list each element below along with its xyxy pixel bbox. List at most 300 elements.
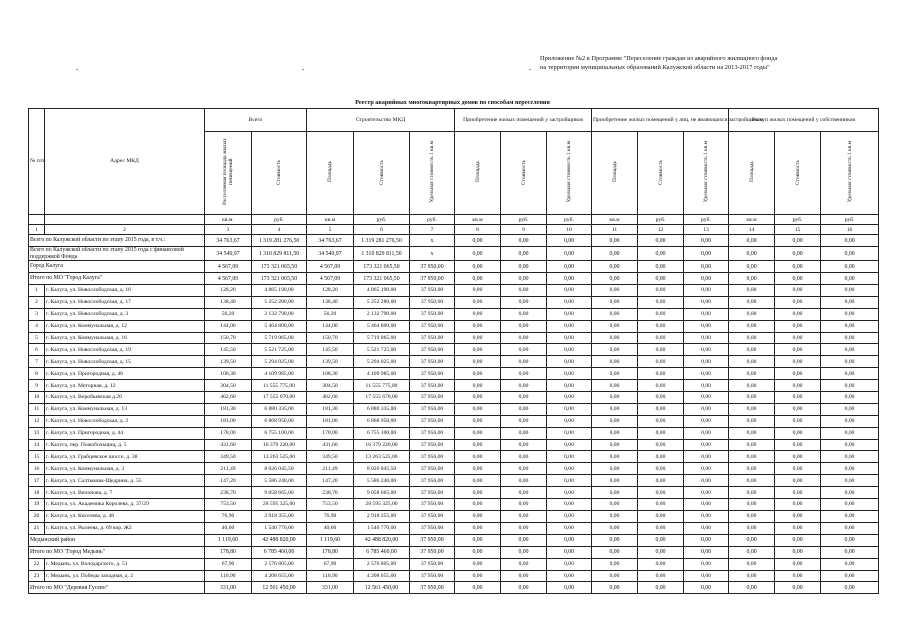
sub-header-label: Стоимость xyxy=(794,159,801,185)
row-unit-cost: 37 950,00 xyxy=(410,356,455,368)
row-zero: 0,00 xyxy=(821,570,879,582)
total-cell: 0,00 xyxy=(455,273,501,285)
header-row-groups xyxy=(29,109,879,132)
sub-header xyxy=(205,132,252,215)
row-zero: 0,00 xyxy=(592,427,638,439)
row-zero: 0,00 xyxy=(638,380,684,392)
row-address: г. Калуга, ул. Воробьевская д.26 xyxy=(45,392,205,404)
sub-header-label: Площадь xyxy=(474,161,481,183)
total-name: Всего по Калужской области по этапу 2015 года, в т.ч.: xyxy=(29,235,205,247)
row-address: г. Калуга, ул. Коммунальная, д. 12 xyxy=(45,320,205,332)
total-row xyxy=(29,235,879,247)
unit-cell: кв.м xyxy=(729,215,775,225)
row-zero: 0,00 xyxy=(455,285,501,297)
total-name: Медынский район xyxy=(29,534,205,546)
row-cost: 2 576 805,00 xyxy=(354,558,410,570)
row-zero: 0,00 xyxy=(547,439,592,451)
total-cell: 0,00 xyxy=(684,235,729,247)
row-number: 16 xyxy=(29,463,45,475)
row-zero: 0,00 xyxy=(592,392,638,404)
row-cost: 11 555 775,00 xyxy=(354,380,410,392)
row-unit-cost: 37 950,00 xyxy=(410,403,455,415)
row-zero: 0,00 xyxy=(501,427,547,439)
row-unit-cost: 37 950,00 xyxy=(410,415,455,427)
row-zero: 0,00 xyxy=(684,368,729,380)
table-row xyxy=(29,308,879,320)
row-zero: 0,00 xyxy=(729,427,775,439)
row-unit-cost: 37 950,00 xyxy=(410,451,455,463)
row-zero: 0,00 xyxy=(775,558,821,570)
row-zero: 0,00 xyxy=(547,332,592,344)
row-zero: 0,00 xyxy=(775,296,821,308)
row-cost: 4 865 190,00 xyxy=(354,285,410,297)
unit-cell: руб. xyxy=(354,215,410,225)
row-area: 144,00 xyxy=(205,320,252,332)
scan-dot: . xyxy=(529,62,532,72)
total-cell: 0,00 xyxy=(501,546,547,558)
row-zero: 0,00 xyxy=(501,487,547,499)
table-row xyxy=(29,368,879,380)
row-zero: 0,00 xyxy=(638,439,684,451)
row-zero: 0,00 xyxy=(638,356,684,368)
row-zero: 0,00 xyxy=(547,344,592,356)
row-address: г. Калуга, ул. Пригородная, д. 46 xyxy=(45,368,205,380)
group-header: Приобретение жилых помещений у лиц, не являющихся застройщиком xyxy=(592,109,729,132)
row-area: 238,70 xyxy=(205,487,252,499)
row-zero: 0,00 xyxy=(638,522,684,534)
row-area: 139,50 xyxy=(307,356,354,368)
row-unit-cost: 37 950,00 xyxy=(410,320,455,332)
total-cell: 0,00 xyxy=(729,247,775,261)
row-cost: 2 132 790,00 xyxy=(252,308,307,320)
row-area: 753,50 xyxy=(205,499,252,511)
row-area: 76,90 xyxy=(307,510,354,522)
total-cell: 0,00 xyxy=(501,247,547,261)
column-number: 5 xyxy=(307,225,354,235)
total-cell: 34 540,97 xyxy=(307,247,354,261)
row-number: 9 xyxy=(29,380,45,392)
row-zero: 0,00 xyxy=(684,392,729,404)
row-zero: 0,00 xyxy=(592,296,638,308)
total-cell: 0,00 xyxy=(638,261,684,273)
row-zero: 0,00 xyxy=(684,332,729,344)
row-zero: 0,00 xyxy=(775,380,821,392)
row-cost: 4 109 985,00 xyxy=(252,368,307,380)
row-area: 76,90 xyxy=(205,510,252,522)
row-zero: 0,00 xyxy=(638,475,684,487)
total-cell: 0,00 xyxy=(821,247,879,261)
total-cell: 0,00 xyxy=(592,546,638,558)
row-zero: 0,00 xyxy=(547,427,592,439)
row-zero: 0,00 xyxy=(821,475,879,487)
total-cell: 178,80 xyxy=(205,546,252,558)
column-number: 15 xyxy=(775,225,821,235)
row-zero: 0,00 xyxy=(775,510,821,522)
group-header: Приобретение жилых помещений у застройщиков xyxy=(455,109,592,132)
row-number: 21 xyxy=(29,522,45,534)
total-cell: 1 119,60 xyxy=(307,534,354,546)
row-number: 12 xyxy=(29,415,45,427)
unit-cell: кв.м. xyxy=(205,215,252,225)
total-cell: 34 763,67 xyxy=(205,235,252,247)
row-area: 138,40 xyxy=(205,296,252,308)
total-cell: 173 321 065,50 xyxy=(252,273,307,285)
column-number: 11 xyxy=(592,225,638,235)
row-zero: 0,00 xyxy=(638,308,684,320)
row-cost: 6 880 335,00 xyxy=(252,403,307,415)
row-area: 67,90 xyxy=(205,558,252,570)
row-address: г. Калуга, ул. Новослободская, д. 17 xyxy=(45,296,205,308)
row-zero: 0,00 xyxy=(821,510,879,522)
row-address: г. Калуга, пер. Пожобольщиц, д. 5 xyxy=(45,439,205,451)
row-zero: 0,00 xyxy=(684,296,729,308)
row-zero: 0,00 xyxy=(547,368,592,380)
row-area: 349,50 xyxy=(307,451,354,463)
total-cell: 0,00 xyxy=(775,582,821,594)
sub-header-label: Удельная стоимость 1 кв.м xyxy=(703,141,710,203)
row-address: г. Калуга, ул. Коммунальная, д. 3 xyxy=(45,463,205,475)
row-zero: 0,00 xyxy=(455,570,501,582)
sub-header-label: Площадь xyxy=(327,161,333,183)
row-zero: 0,00 xyxy=(821,392,879,404)
total-row xyxy=(29,247,879,261)
total-cell: 178,80 xyxy=(307,546,354,558)
total-cell: 42 488 820,00 xyxy=(354,534,410,546)
total-cell: 42 488 820,00 xyxy=(252,534,307,546)
row-address: г. Калуга, ул. Новослободская, д. 3 xyxy=(45,308,205,320)
total-row xyxy=(29,273,879,285)
row-cost: 6 868 950,00 xyxy=(354,415,410,427)
row-zero: 0,00 xyxy=(729,320,775,332)
row-zero: 0,00 xyxy=(455,415,501,427)
row-zero: 0,00 xyxy=(821,522,879,534)
row-zero: 0,00 xyxy=(821,487,879,499)
unit-cell: руб. xyxy=(821,215,879,225)
row-zero: 0,00 xyxy=(638,558,684,570)
row-zero: 0,00 xyxy=(547,380,592,392)
sub-header xyxy=(252,132,307,215)
col-address-header: Адрес МКД xyxy=(45,109,205,215)
total-row xyxy=(29,534,879,546)
row-area: 139,50 xyxy=(205,356,252,368)
row-zero: 0,00 xyxy=(729,570,775,582)
column-number: 3 xyxy=(205,225,252,235)
row-address: г. Калуга, ул. Пригородная, д. 44 xyxy=(45,427,205,439)
row-area: 462,60 xyxy=(205,392,252,404)
row-zero: 0,00 xyxy=(638,285,684,297)
row-zero: 0,00 xyxy=(684,380,729,392)
unit-cell: руб. xyxy=(252,215,307,225)
row-zero: 0,00 xyxy=(821,296,879,308)
row-zero: 0,00 xyxy=(729,475,775,487)
row-zero: 0,00 xyxy=(729,368,775,380)
row-unit-cost: 37 950,00 xyxy=(410,463,455,475)
sub-header xyxy=(684,132,729,215)
total-cell: 0,00 xyxy=(775,534,821,546)
total-cell: 0,00 xyxy=(638,546,684,558)
row-area: 147,20 xyxy=(205,475,252,487)
sub-header xyxy=(638,132,684,215)
row-zero: 0,00 xyxy=(775,570,821,582)
row-zero: 0,00 xyxy=(729,332,775,344)
column-number: 10 xyxy=(547,225,592,235)
row-zero: 0,00 xyxy=(775,463,821,475)
row-zero: 0,00 xyxy=(592,439,638,451)
row-zero: 0,00 xyxy=(547,308,592,320)
table-row xyxy=(29,510,879,522)
row-zero: 0,00 xyxy=(455,320,501,332)
row-area: 181,30 xyxy=(307,403,354,415)
row-zero: 0,00 xyxy=(592,475,638,487)
row-zero: 0,00 xyxy=(547,570,592,582)
row-zero: 0,00 xyxy=(592,403,638,415)
total-cell: 37 950,00 xyxy=(410,534,455,546)
row-zero: 0,00 xyxy=(638,463,684,475)
row-zero: 0,00 xyxy=(547,487,592,499)
total-cell: 0,00 xyxy=(684,582,729,594)
row-cost: 9 058 665,00 xyxy=(252,487,307,499)
unit-cell: руб. xyxy=(410,215,455,225)
total-cell: 4 567,09 xyxy=(307,261,354,273)
row-address: г. Калуга, ул. Моторная, д. 12 xyxy=(45,380,205,392)
table-row xyxy=(29,427,879,439)
row-zero: 0,00 xyxy=(729,344,775,356)
total-cell: 34 763,67 xyxy=(307,235,354,247)
row-unit-cost: 37 950,00 xyxy=(410,285,455,297)
row-zero: 0,00 xyxy=(821,308,879,320)
row-cost: 4 208 655,00 xyxy=(252,570,307,582)
sub-header xyxy=(410,132,455,215)
sub-header xyxy=(455,132,501,215)
row-zero: 0,00 xyxy=(455,332,501,344)
row-zero: 0,00 xyxy=(775,439,821,451)
row-unit-cost: 37 950,00 xyxy=(410,510,455,522)
sub-header-label: Стоимость xyxy=(657,159,664,185)
total-cell: 0,00 xyxy=(638,534,684,546)
row-zero: 0,00 xyxy=(821,558,879,570)
total-cell: 0,00 xyxy=(547,582,592,594)
sub-header xyxy=(547,132,592,215)
row-address: г. Калуга, ул. Рылеева, д. 69 кор. Ж2 xyxy=(45,522,205,534)
row-unit-cost: 37 950,00 xyxy=(410,475,455,487)
row-zero: 0,00 xyxy=(501,380,547,392)
row-zero: 0,00 xyxy=(729,522,775,534)
row-cost: 5 464 800,00 xyxy=(252,320,307,332)
row-zero: 0,00 xyxy=(455,296,501,308)
row-zero: 0,00 xyxy=(638,403,684,415)
row-zero: 0,00 xyxy=(592,368,638,380)
table-row xyxy=(29,439,879,451)
row-zero: 0,00 xyxy=(592,356,638,368)
row-zero: 0,00 xyxy=(638,427,684,439)
row-zero: 0,00 xyxy=(501,332,547,344)
total-cell: 37 950,00 xyxy=(410,546,455,558)
total-cell: 0,00 xyxy=(684,261,729,273)
row-zero: 0,00 xyxy=(821,332,879,344)
row-zero: 0,00 xyxy=(821,427,879,439)
column-number: 14 xyxy=(729,225,775,235)
total-row xyxy=(29,582,879,594)
row-zero: 0,00 xyxy=(455,380,501,392)
row-zero: 0,00 xyxy=(821,451,879,463)
row-number: 5 xyxy=(29,332,45,344)
row-area: 150,70 xyxy=(307,332,354,344)
total-cell: 0,00 xyxy=(455,261,501,273)
row-area: 67,90 xyxy=(307,558,354,570)
row-zero: 0,00 xyxy=(684,463,729,475)
row-zero: 0,00 xyxy=(501,510,547,522)
row-cost: 5 521 725,00 xyxy=(354,344,410,356)
row-cost: 16 379 220,00 xyxy=(354,439,410,451)
row-area: 349,50 xyxy=(205,451,252,463)
row-zero: 0,00 xyxy=(547,356,592,368)
column-number: 4 xyxy=(252,225,307,235)
total-cell: 0,00 xyxy=(592,235,638,247)
row-zero: 0,00 xyxy=(455,344,501,356)
total-cell: 12 561 450,00 xyxy=(252,582,307,594)
total-cell: 1 310 829 811,50 xyxy=(252,247,307,261)
row-unit-cost: 37 950,00 xyxy=(410,522,455,534)
row-cost: 4 865 190,00 xyxy=(252,285,307,297)
sub-header xyxy=(307,132,354,215)
unit-cell: кв.м xyxy=(592,215,638,225)
row-zero: 0,00 xyxy=(501,403,547,415)
row-cost: 5 294 025,00 xyxy=(252,356,307,368)
row-address: г. Медынь, ул. Володарского, д. 51 xyxy=(45,558,205,570)
row-zero: 0,00 xyxy=(684,403,729,415)
row-zero: 0,00 xyxy=(501,344,547,356)
total-cell: 0,00 xyxy=(547,261,592,273)
total-cell: 0,00 xyxy=(775,273,821,285)
row-number: 14 xyxy=(29,439,45,451)
row-address: г. Калуга, ул. Академика Королева, д. 37/29 xyxy=(45,499,205,511)
row-zero: 0,00 xyxy=(775,368,821,380)
row-zero: 0,00 xyxy=(455,499,501,511)
column-number: 6 xyxy=(354,225,410,235)
row-zero: 0,00 xyxy=(775,332,821,344)
row-zero: 0,00 xyxy=(684,570,729,582)
total-cell: 0,00 xyxy=(547,235,592,247)
total-cell: 173 321 065,50 xyxy=(354,261,410,273)
total-cell: 0,00 xyxy=(547,546,592,558)
table-row xyxy=(29,380,879,392)
row-cost: 4 208 655,00 xyxy=(354,570,410,582)
row-cost: 5 586 240,00 xyxy=(354,475,410,487)
row-zero: 0,00 xyxy=(775,451,821,463)
group-header: Строительство МКД xyxy=(307,109,455,132)
column-number: 12 xyxy=(638,225,684,235)
row-address: г. Калуга, ул. Новослободская, д. 2 xyxy=(45,415,205,427)
row-zero: 0,00 xyxy=(729,296,775,308)
row-number: 7 xyxy=(29,356,45,368)
table-row xyxy=(29,403,879,415)
row-zero: 0,00 xyxy=(684,308,729,320)
row-zero: 0,00 xyxy=(501,499,547,511)
table-row xyxy=(29,475,879,487)
row-unit-cost: 37 950,00 xyxy=(410,499,455,511)
row-zero: 0,00 xyxy=(684,344,729,356)
row-zero: 0,00 xyxy=(638,332,684,344)
row-zero: 0,00 xyxy=(592,285,638,297)
row-zero: 0,00 xyxy=(684,320,729,332)
row-zero: 0,00 xyxy=(684,558,729,570)
row-zero: 0,00 xyxy=(729,380,775,392)
sub-header-label: Удельная стоимость 1 кв.м xyxy=(846,141,853,203)
total-cell: 0,00 xyxy=(684,546,729,558)
row-area: 181,00 xyxy=(307,415,354,427)
sub-header-label: Стоимость xyxy=(520,159,527,185)
row-zero: 0,00 xyxy=(455,356,501,368)
total-cell: 0,00 xyxy=(821,546,879,558)
column-number-row xyxy=(29,225,879,235)
row-zero: 0,00 xyxy=(775,285,821,297)
row-zero: 0,00 xyxy=(684,487,729,499)
total-cell: 331,00 xyxy=(307,582,354,594)
total-cell: 0,00 xyxy=(821,534,879,546)
row-area: 178,00 xyxy=(205,427,252,439)
row-zero: 0,00 xyxy=(821,380,879,392)
row-cost: 6 755 100,00 xyxy=(252,427,307,439)
row-zero: 0,00 xyxy=(638,415,684,427)
row-cost: 9 058 665,00 xyxy=(354,487,410,499)
row-zero: 0,00 xyxy=(501,308,547,320)
total-cell: 37 950,00 xyxy=(410,261,455,273)
row-zero: 0,00 xyxy=(501,463,547,475)
total-cell: 0,00 xyxy=(547,273,592,285)
col-num-header: № п/п xyxy=(29,109,45,215)
row-zero: 0,00 xyxy=(729,510,775,522)
row-number: 1 xyxy=(29,285,45,297)
total-cell: 0,00 xyxy=(684,273,729,285)
row-area: 211,49 xyxy=(307,463,354,475)
total-cell: 4 567,09 xyxy=(205,261,252,273)
total-cell: х xyxy=(410,235,455,247)
total-cell: 0,00 xyxy=(775,546,821,558)
sub-header xyxy=(354,132,410,215)
total-cell: 173 321 065,50 xyxy=(252,261,307,273)
row-cost: 2 918 355,00 xyxy=(252,510,307,522)
row-zero: 0,00 xyxy=(638,296,684,308)
row-cost: 17 555 670,00 xyxy=(252,392,307,404)
total-cell: 4 567,09 xyxy=(205,273,252,285)
row-zero: 0,00 xyxy=(547,285,592,297)
column-number: 2 xyxy=(45,225,205,235)
total-cell: 0,00 xyxy=(592,261,638,273)
row-zero: 0,00 xyxy=(775,427,821,439)
table-row xyxy=(29,320,879,332)
row-cost: 5 464 800,00 xyxy=(354,320,410,332)
row-zero: 0,00 xyxy=(547,510,592,522)
row-area: 147,20 xyxy=(307,475,354,487)
row-zero: 0,00 xyxy=(501,522,547,534)
row-area: 178,00 xyxy=(307,427,354,439)
sub-header-label: Расселяемая площадь жилых помещений xyxy=(222,138,234,206)
unit-cell: руб. xyxy=(638,215,684,225)
appendix-note xyxy=(540,54,880,72)
appendix-line-2: на территории муниципальных образований Калужской области на 2013-2017 годы" xyxy=(540,64,770,71)
table-row xyxy=(29,332,879,344)
total-cell: 37 950,00 xyxy=(410,582,455,594)
row-unit-cost: 37 950,00 xyxy=(410,308,455,320)
row-zero: 0,00 xyxy=(547,451,592,463)
row-zero: 0,00 xyxy=(684,439,729,451)
row-address: г. Калуга, ул. Коммунальная, д. 16 xyxy=(45,332,205,344)
row-zero: 0,00 xyxy=(501,392,547,404)
total-cell: 34 540,97 xyxy=(205,247,252,261)
total-cell: 0,00 xyxy=(775,247,821,261)
sub-header-label: Удельная стоимость 1 кв.м xyxy=(566,141,573,203)
row-zero: 0,00 xyxy=(638,487,684,499)
